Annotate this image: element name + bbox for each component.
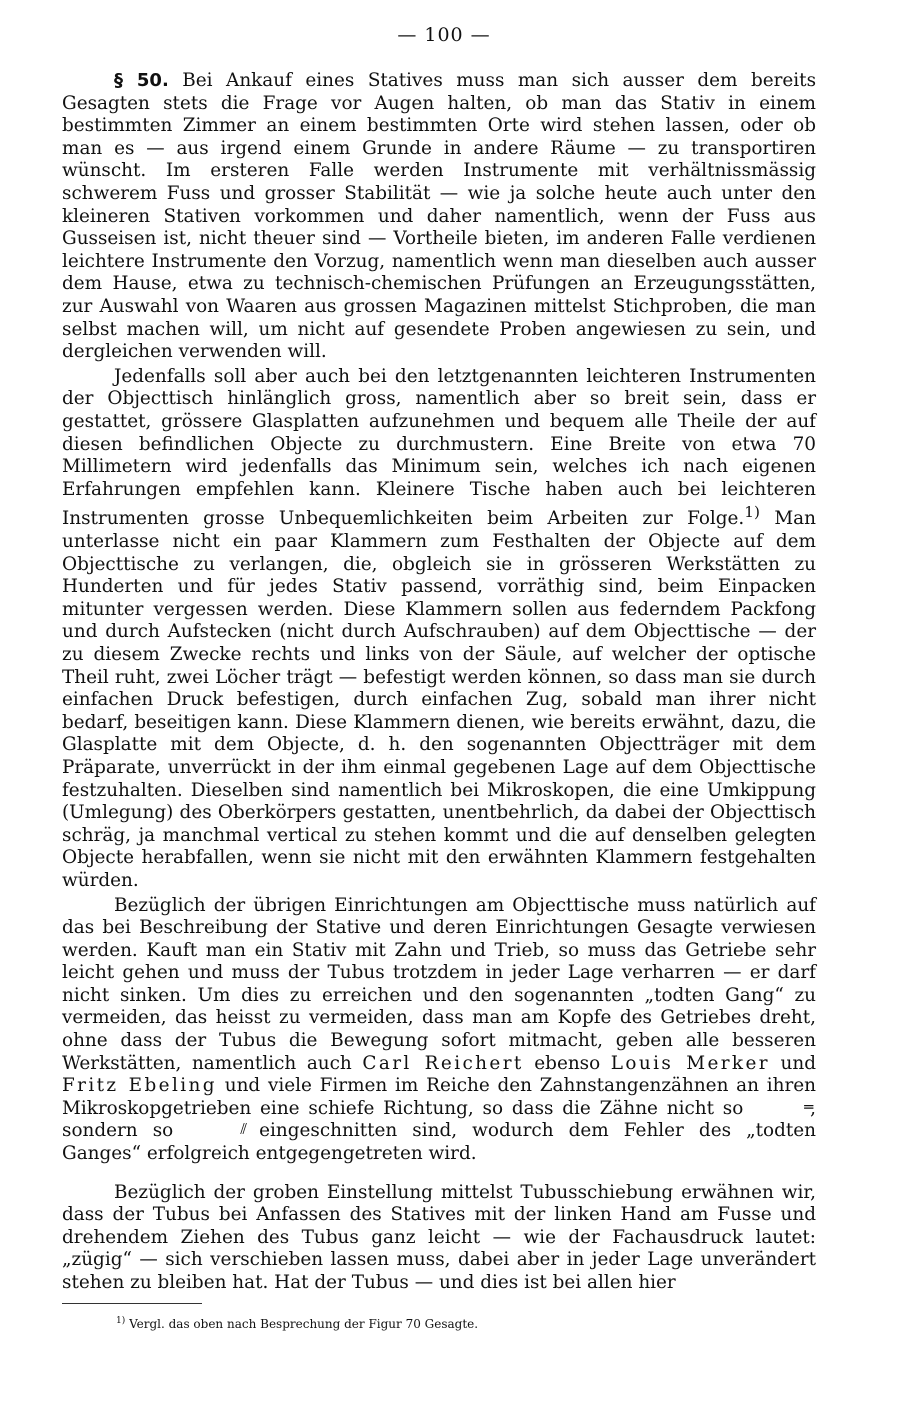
maker-name-reichert: Carl Reichert <box>362 1052 524 1074</box>
paragraph-text: Jedenfalls soll aber auch bei den letztgenannten leichteren Instrumenten der Objecttisch hinlänglich gross, namentlich aber so breit sein, dass er gestattet, grössere Glasplatten aufzunehmen und bequem alle Theile der auf diesen befindlichen Objecte zu durchmustern. Eine Breite von etwa 70 Millimetern wird jedenfalls das Minimum sein, welches ich nach eigenen Erfahrungen empfehlen kann. Kleinere Tische haben auch bei leichteren Instrumenten grosse Unbequemlichkeiten beim Arbeiten zur Folge. <box>62 365 816 530</box>
paragraph-text: Bei Ankauf eines Statives muss man sich ausser dem bereits Gesagten stets die Frage vor Augen halten, ob man das Stativ in einem bestimmten Zimmer an einem bestimmten Orte wird stehen lassen, oder ob man es — aus irgend einem Grunde in andere Räume — zu transportiren wünscht. Im ersteren Falle werden Instrumente mit verhältnissmässig schwerem Fuss und grosser Stabilität — wie ja solche heute auch unter den kleineren Stativen vorkommen und daher namentlich, wenn der Fuss aus Gusseisen ist, nicht theuer sind — Vortheile bieten, im anderen Falle verdienen leichtere Instrumente den Vorzug, namentlich wenn man dieselben auch ausser dem Hause, etwa zu technisch-chemischen Prüfungen an Erzeugungsstätten, zur Auswahl von Waaren aus grossen Magazinen mittelst Stichproben, die man selbst machen will, um nicht auf gesendete Proben angewiesen zu sein, und dergleichen verwenden will. <box>62 70 817 363</box>
maker-name-ebeling: Fritz Ebeling <box>62 1075 217 1097</box>
paragraph-text: und <box>769 1052 817 1074</box>
paragraph-section-50 <box>62 70 816 364</box>
section-mark: § 50. <box>114 70 169 91</box>
paragraph-objecttisch <box>62 366 816 893</box>
paragraph-text: ebenso <box>523 1052 611 1074</box>
footnote <box>62 1314 816 1331</box>
paragraph-text: Man unterlasse nicht ein paar Klammern zum Festhalten der Objecte auf dem Objecttische zu verlangen, die, obgleich sie in grösseren Werkstätten zu Hunderten und für jedes Stativ passend, vorräthig sind, beim Einpacken mitunter vergessen werden. Diese Klammern sollen aus federndem Packfong und durch Aufstecken (nicht durch Aufschrauben) auf dem Objecttische — der zu diesem Zwecke rechts und links von der Säule, auf welcher der optische Theil ruht, zwei Löcher trägt — befestigt werden können, so dass man sie durch einfachen Druck befestigen, durch einfachen Zug, sobald man ihrer nicht bedarf, beseitigen kann. Diese Klammern dienen, wie bereits erwähnt, dazu, die Glasplatte mit dem Objecte, d. h. den sogenannten Objectträger mit dem Präparate, unverrückt in der ihm einmal gegebenen Lage auf dem Objecttische festzuhalten. Dieselben sind namentlich bei Mikroskopen, die eine Umkippung (Umlegung) des Oberkörpers gestatten, unentbehrlich, da dabei der Objecttisch schräg, ja manchmal vertical zu stehen kommt und die auf denselben gelegten Objecte herabfallen, wenn sie nicht mit den erwähnten Klammern festgehalten würden. <box>62 508 816 891</box>
footnote-marker: 1) <box>116 1315 126 1326</box>
footnote-text: Vergl. das oben nach Besprechung der Figur 70 Gesagte. <box>125 1316 479 1331</box>
paragraph-text: , sondern so <box>62 1097 816 1142</box>
page-number: — 100 — <box>397 24 491 46</box>
paragraph-getriebe <box>62 895 816 1166</box>
footnote-reference: 1) <box>744 503 761 522</box>
paragraph-text: Bezüglich der übrigen Einrichtungen am Objecttische muss natürlich auf das bei Beschreibung der Stative und deren Einrichtungen Gesagte verwiesen werden. Kauft man ein Stativ mit Zahn und Trieb, so muss das Getriebe sehr leicht gehen und muss der Tubus trotzdem in jeder Lage verharren — er darf nicht sinken. Um dies zu erreichen und den sogenannten „todten Gang“ zu vermeiden, das heisst zu vermeiden, dass man am Kopfe des Getriebes dreht, ohne dass der Tubus die Bewegung sofort mitmacht, geben alle besseren Werkstätten, namentlich auch <box>62 894 816 1074</box>
footnote-divider <box>62 1303 202 1304</box>
paragraph-text: und viele Firmen im Reiche den Zahnstangenzähnen an ihren Mikroskopgetrieben eine schiefe Richtung, so dass die Zähne nicht so <box>62 1075 816 1119</box>
straight-teeth-symbol: ═ <box>804 1097 811 1116</box>
maker-name-merker: Louis Merker <box>610 1052 770 1074</box>
paragraph-text: eingeschnitten sind, wodurch dem Fehler des „todten Ganges“ erfolgreich entgegengetreten wird. <box>62 1120 816 1165</box>
paragraph-tubusschiebung <box>62 1182 816 1295</box>
oblique-teeth-symbol: ⫽ <box>240 1120 245 1139</box>
paragraph-text: Bezüglich der groben Einstellung mittelst Tubusschiebung erwähnen wir, dass der Tubus bei Anfassen des Statives mit der linken Hand am Fusse und drehendem Ziehen des Tubus ganz leicht — wie der Fachausdruck lautet: „zügig“ — sich verschieben lassen muss, dabei aber in jeder Lage unverändert stehen zu bleiben hat. Hat der Tubus — und dies ist bei allen hier <box>62 1181 816 1293</box>
